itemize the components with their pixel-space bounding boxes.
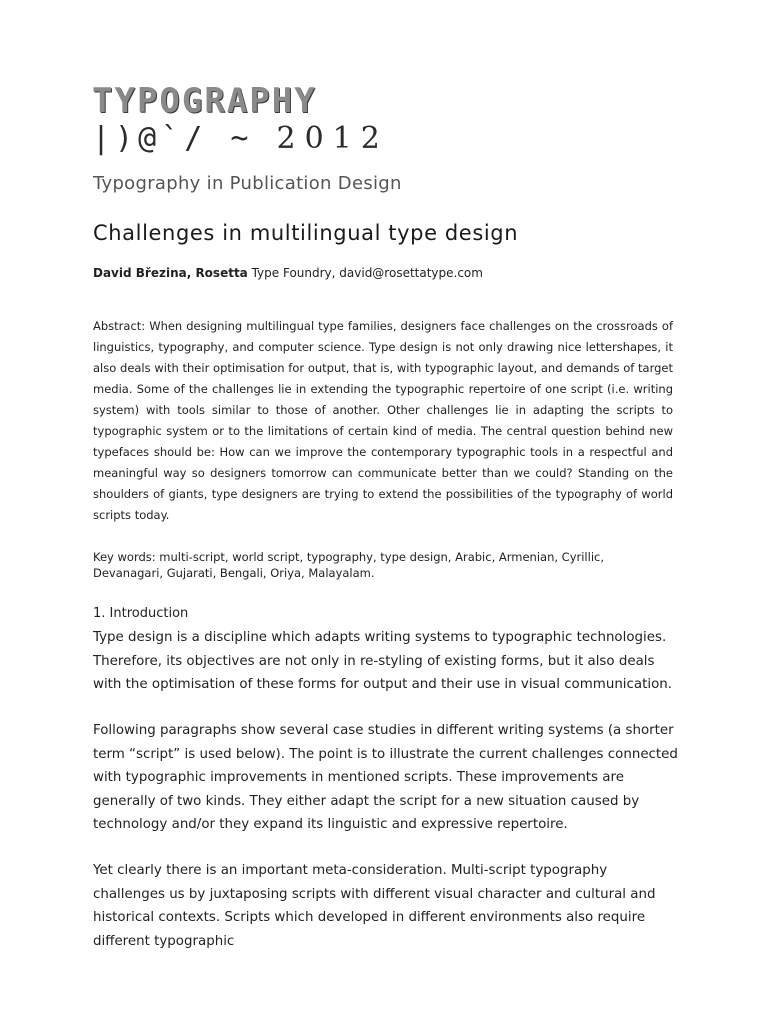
author-line bbox=[93, 266, 483, 280]
author-affiliation: Type Foundry, david@rosettatype.com bbox=[247, 266, 483, 280]
author-name: David Březina, Rosetta bbox=[93, 266, 248, 280]
conference-logo bbox=[92, 82, 392, 156]
body-paragraph: Yet clearly there is an important meta-consideration. Multi-script typography challenges us by juxtaposing scripts with different visual character and cultural and historical contexts. Scripts which developed in different environments also require different typographic bbox=[93, 863, 656, 949]
section-heading: 1. Introduction bbox=[93, 606, 189, 621]
body-paragraph: Following paragraphs show several case studies in different writing systems (a shorter term “script” is used below). The point is to illustrate the current challenges connected with typographic improvements in mentioned scripts. These improvements are generally of two kinds. They either adapt the script for a new situation caused by technology and/or they expand its linguistic and expressive repertoire. bbox=[93, 723, 678, 832]
keywords-paragraph: Key words: multi-script, world script, typography, type design, Arabic, Armenian, Cyrillic, Devanagari, Gujarati, Bengali, Oriya, Malayalam. bbox=[93, 550, 604, 580]
abstract-paragraph: Abstract: When designing multilingual type families, designers face challenges on the crossroads of linguistics, typography, and computer science. Type design is not only drawing nice lettershapes, it also deals with their optimisation for output, that is, with typographic layout, and demands of target media. Some of the challenges lie in extending the typographic repertoire of one script (i.e. writing system) with tools similar to those of another. Other challenges lie in adapting the scripts to typographic system or to the limitations of certain kind of media. The central question behind new typefaces should be: How can we improve the contemporary typographic tools in a respectful and meaningful way so designers tomorrow can communicate better than we could? Standing on the shoulders of giants, type designers are trying to extend the possibilities of the typography of world scripts today. bbox=[93, 319, 673, 522]
logo-glyphs: |)@`/ ~ bbox=[92, 121, 254, 156]
body-paragraph: Type design is a discipline which adapts writing systems to typographic technologies. Therefore, its objectives are not only in re-styling of existing forms, but it also deals with the optimisation of these forms for output and their use in visual communication. bbox=[93, 630, 673, 692]
logo-year: 2012 bbox=[276, 121, 389, 156]
logo-subline bbox=[92, 122, 392, 156]
article-title: Challenges in multilingual type design bbox=[93, 221, 519, 245]
series-title: Typography in Publication Design bbox=[93, 173, 402, 194]
logo-wordmark: TYPOGRAPHY bbox=[92, 81, 317, 121]
